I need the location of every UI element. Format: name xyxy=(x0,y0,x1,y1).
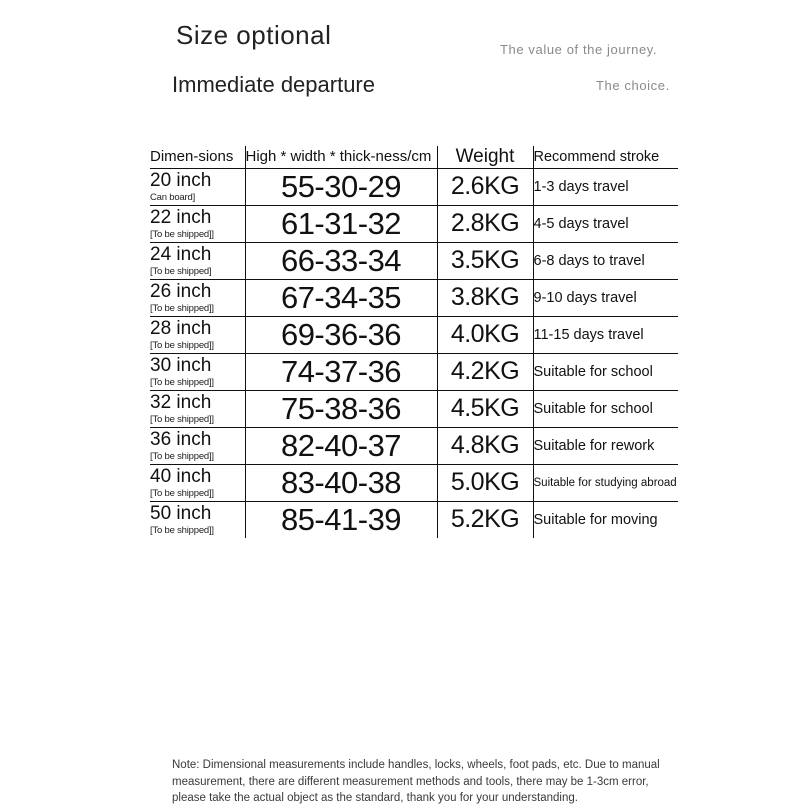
cell-measurements: 66-33-34 xyxy=(245,242,437,279)
size-shipping-note: [To be shipped]] xyxy=(150,377,214,389)
size-shipping-note: [To be shipped] xyxy=(150,266,212,278)
cell-measurements: 82-40-37 xyxy=(245,427,437,464)
cell-weight: 5.2KG xyxy=(437,501,533,539)
cell-weight: 4.2KG xyxy=(437,353,533,390)
table-row xyxy=(149,353,679,390)
cell-measurements: 74-37-36 xyxy=(245,353,437,390)
size-shipping-note: [To be shipped]] xyxy=(150,414,214,426)
cell-measurements: 75-38-36 xyxy=(245,390,437,427)
cell-measurements: 67-34-35 xyxy=(245,279,437,316)
size-value: 22 inch xyxy=(150,207,212,229)
cell-size xyxy=(149,168,245,205)
cell-weight: 5.0KG xyxy=(437,464,533,501)
size-value: 50 inch xyxy=(150,503,212,525)
cell-weight: 3.5KG xyxy=(437,242,533,279)
cell-stroke: Suitable for studying abroad xyxy=(533,464,679,501)
cell-stroke: 1-3 days travel xyxy=(533,168,679,205)
cell-weight: 4.8KG xyxy=(437,427,533,464)
cell-size xyxy=(149,205,245,242)
cell-size xyxy=(149,501,245,539)
tagline-primary: The value of the journey. xyxy=(500,42,658,57)
size-value: 24 inch xyxy=(150,244,212,266)
table-row xyxy=(149,464,679,501)
column-header-measurements: High * width * thick-ness/cm xyxy=(245,145,437,168)
cell-weight: 3.8KG xyxy=(437,279,533,316)
cell-weight: 2.6KG xyxy=(437,168,533,205)
spec-table-container xyxy=(148,144,678,540)
page-title: Size optional xyxy=(176,20,332,50)
cell-size xyxy=(149,316,245,353)
table-body xyxy=(149,168,679,539)
table-row xyxy=(149,316,679,353)
size-shipping-note: [To be shipped]] xyxy=(150,229,214,241)
table-row xyxy=(149,427,679,464)
size-value: 30 inch xyxy=(150,355,212,377)
table-row xyxy=(149,242,679,279)
page-subtitle: Immediate departure xyxy=(172,72,375,97)
column-header-weight: Weight xyxy=(437,145,533,168)
size-value: 20 inch xyxy=(150,170,212,192)
size-value: 28 inch xyxy=(150,318,212,340)
cell-stroke: Suitable for school xyxy=(533,390,679,427)
footnote: Note: Dimensional measurements include handles, locks, wheels, foot pads, etc. Due to manual measurement, there are different measurement methods and tools, there may be 1-3cm error, please take the actual object as the standard, thank you for your understanding. xyxy=(172,759,660,805)
spec-table xyxy=(148,144,680,540)
cell-stroke: Suitable for moving xyxy=(533,501,679,539)
cell-stroke: 11-15 days travel xyxy=(533,316,679,353)
table-row xyxy=(149,501,679,539)
table-row xyxy=(149,279,679,316)
cell-weight: 4.5KG xyxy=(437,390,533,427)
size-value: 40 inch xyxy=(150,466,212,488)
table-row xyxy=(149,205,679,242)
cell-size xyxy=(149,427,245,464)
size-shipping-note: Can board] xyxy=(150,192,196,204)
tagline-secondary: The choice. xyxy=(596,78,670,93)
cell-weight: 4.0KG xyxy=(437,316,533,353)
cell-stroke: 9-10 days travel xyxy=(533,279,679,316)
table-header-row xyxy=(149,145,679,168)
cell-weight: 2.8KG xyxy=(437,205,533,242)
size-shipping-note: [To be shipped]] xyxy=(150,488,214,500)
size-value: 32 inch xyxy=(150,392,212,414)
size-shipping-note: [To be shipped]] xyxy=(150,303,214,315)
column-header-dimensions: Dimen-sions xyxy=(149,145,245,168)
cell-size xyxy=(149,242,245,279)
size-shipping-note: [To be shipped]] xyxy=(150,451,214,463)
cell-size xyxy=(149,279,245,316)
size-value: 26 inch xyxy=(150,281,212,303)
column-header-stroke: Recommend stroke xyxy=(533,145,679,168)
cell-measurements: 85-41-39 xyxy=(245,501,437,539)
cell-stroke: Suitable for school xyxy=(533,353,679,390)
cell-measurements: 61-31-32 xyxy=(245,205,437,242)
cell-measurements: 55-30-29 xyxy=(245,168,437,205)
cell-stroke: 6-8 days to travel xyxy=(533,242,679,279)
cell-measurements: 69-36-36 xyxy=(245,316,437,353)
table-row xyxy=(149,168,679,205)
table-row xyxy=(149,390,679,427)
cell-stroke: Suitable for rework xyxy=(533,427,679,464)
cell-size xyxy=(149,353,245,390)
size-value: 36 inch xyxy=(150,429,212,451)
cell-measurements: 83-40-38 xyxy=(245,464,437,501)
size-shipping-note: [To be shipped]] xyxy=(150,340,214,352)
cell-stroke: 4-5 days travel xyxy=(533,205,679,242)
cell-size xyxy=(149,390,245,427)
size-shipping-note: [To be shipped]] xyxy=(150,525,214,537)
cell-size xyxy=(149,464,245,501)
table-header xyxy=(149,145,679,168)
